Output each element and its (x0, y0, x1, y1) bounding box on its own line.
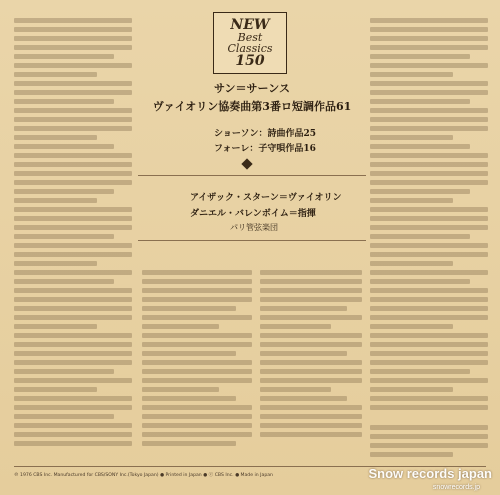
text-line (142, 315, 252, 320)
divider-top (138, 175, 366, 176)
text-line (14, 216, 132, 221)
text-line (370, 270, 488, 275)
text-line (370, 342, 488, 347)
text-line (260, 378, 362, 383)
text-line (14, 144, 114, 149)
text-line (370, 360, 488, 365)
text-line (14, 243, 132, 248)
text-line (14, 45, 132, 50)
right-text-column (370, 18, 488, 418)
text-line (370, 207, 488, 212)
text-line (370, 216, 488, 221)
text-line (370, 45, 488, 50)
text-line (260, 306, 347, 311)
text-line (14, 297, 132, 302)
text-line (142, 270, 252, 275)
text-line (142, 432, 252, 437)
watermark-title: Snow records japan (368, 466, 492, 481)
text-line (260, 405, 362, 410)
text-line (370, 90, 488, 95)
text-line (142, 306, 236, 311)
text-line (14, 432, 132, 437)
text-line (370, 315, 488, 320)
text-line (14, 207, 132, 212)
text-line (14, 351, 132, 356)
text-line (370, 189, 470, 194)
text-line (260, 342, 362, 347)
text-line (370, 99, 470, 104)
data-line (370, 443, 488, 448)
text-line (142, 396, 236, 401)
text-line (370, 162, 488, 167)
logo-line-new: NEW (230, 17, 270, 33)
text-line (142, 387, 219, 392)
text-line (260, 423, 362, 428)
text-line (260, 387, 331, 392)
text-line (14, 342, 132, 347)
text-line (370, 252, 488, 257)
text-line (14, 333, 132, 338)
text-line (142, 360, 252, 365)
text-line (142, 441, 236, 446)
text-line (260, 369, 362, 374)
data-line (370, 434, 488, 439)
text-line (370, 387, 453, 392)
text-line (14, 81, 132, 86)
text-line (14, 171, 132, 176)
text-line (14, 99, 114, 104)
text-line (370, 180, 488, 185)
recording-data-box (370, 425, 488, 463)
performer-orchestra: パリ管弦楽団 (230, 223, 278, 232)
text-line (14, 423, 132, 428)
text-line (14, 198, 97, 203)
text-line (14, 378, 132, 383)
text-line (370, 135, 453, 140)
text-line (260, 270, 362, 275)
text-line (14, 360, 132, 365)
text-line (370, 81, 488, 86)
text-line (260, 279, 362, 284)
performer-violin: アイザック・スターン＝ヴァイオリン (190, 193, 342, 203)
data-line (370, 425, 488, 430)
text-line (142, 333, 252, 338)
text-line (370, 288, 488, 293)
text-line (14, 153, 132, 158)
text-line (370, 18, 488, 23)
text-line (370, 297, 488, 302)
center-left-text-column (142, 270, 252, 460)
text-line (14, 54, 114, 59)
text-line (260, 360, 362, 365)
text-line (370, 306, 488, 311)
copyright-line: ℗ 1976 CBS Inc. Manufactured for CBS/SONY Inc.(Tokyo Japan) ● Printed in Japan ● ⓒ CBS Inc. ● Made in Japan (14, 473, 273, 478)
text-line (370, 153, 488, 158)
text-line (142, 369, 252, 374)
text-line (370, 63, 488, 68)
text-line (370, 126, 488, 131)
text-line (260, 324, 331, 329)
text-line (142, 279, 252, 284)
text-line (14, 90, 132, 95)
text-line (14, 162, 132, 167)
left-text-column (14, 18, 132, 458)
text-line (260, 333, 362, 338)
text-line (370, 369, 470, 374)
text-line (14, 324, 97, 329)
text-line (14, 387, 97, 392)
text-line (14, 72, 97, 77)
text-line (370, 108, 488, 113)
text-line (370, 27, 488, 32)
logo-line-best: Best (237, 31, 263, 44)
new-best-classics-logo (213, 12, 287, 74)
text-line (370, 54, 470, 59)
text-line (370, 144, 470, 149)
text-line (370, 171, 488, 176)
divider-bottom (138, 240, 366, 241)
text-line (14, 288, 132, 293)
text-line (14, 135, 97, 140)
text-line (370, 324, 453, 329)
text-line (370, 234, 470, 239)
text-line (14, 117, 132, 122)
text-line (370, 117, 488, 122)
text-line (14, 126, 132, 131)
text-line (14, 315, 132, 320)
text-line (142, 288, 252, 293)
text-line (370, 396, 488, 401)
logo-line-classics: Classics (227, 42, 273, 55)
text-line (14, 270, 132, 275)
text-line (370, 261, 453, 266)
text-line (260, 432, 362, 437)
text-line (14, 63, 132, 68)
text-line (370, 333, 488, 338)
text-line (142, 405, 252, 410)
text-line (14, 306, 132, 311)
text-line (370, 405, 488, 410)
logo-line-number: 150 (235, 53, 265, 69)
performer-conductor: ダニエル・バレンボイム＝指揮 (190, 209, 316, 219)
text-line (370, 72, 453, 77)
text-line (142, 423, 252, 428)
text-line (14, 414, 114, 419)
text-line (370, 36, 488, 41)
text-line (14, 27, 132, 32)
text-line (260, 396, 347, 401)
text-line (14, 180, 132, 185)
text-line (142, 342, 252, 347)
text-line (142, 351, 236, 356)
watermark-url: snowrecords.jp (432, 484, 480, 491)
text-line (142, 414, 252, 419)
text-line (142, 297, 252, 302)
text-line (14, 189, 114, 194)
text-line (370, 198, 453, 203)
text-line (142, 378, 252, 383)
text-line (14, 261, 97, 266)
text-line (370, 351, 488, 356)
data-line (370, 452, 453, 457)
text-line (14, 396, 132, 401)
work-title: ヴァイオリン協奏曲第3番ロ短調作品61 (152, 100, 352, 113)
center-right-text-column (260, 270, 362, 450)
text-line (14, 252, 132, 257)
text-line (260, 288, 362, 293)
text-line (14, 36, 132, 41)
text-line (14, 369, 114, 374)
text-line (14, 441, 132, 446)
text-line (370, 279, 470, 284)
text-line (14, 225, 132, 230)
composer-heading: サン＝サーンス (214, 82, 290, 95)
text-line (14, 234, 114, 239)
text-line (260, 414, 362, 419)
subwork-chausson: ショーソン：詩曲作品25 (214, 129, 316, 139)
text-line (260, 351, 347, 356)
text-line (370, 378, 488, 383)
text-line (370, 243, 488, 248)
text-line (14, 108, 132, 113)
text-line (14, 405, 132, 410)
text-line (14, 18, 132, 23)
text-line (14, 279, 114, 284)
text-line (142, 324, 219, 329)
text-line (370, 225, 488, 230)
text-line (260, 297, 362, 302)
subwork-faure: フォーレ：子守唄作品16 (214, 144, 316, 154)
text-line (260, 315, 362, 320)
